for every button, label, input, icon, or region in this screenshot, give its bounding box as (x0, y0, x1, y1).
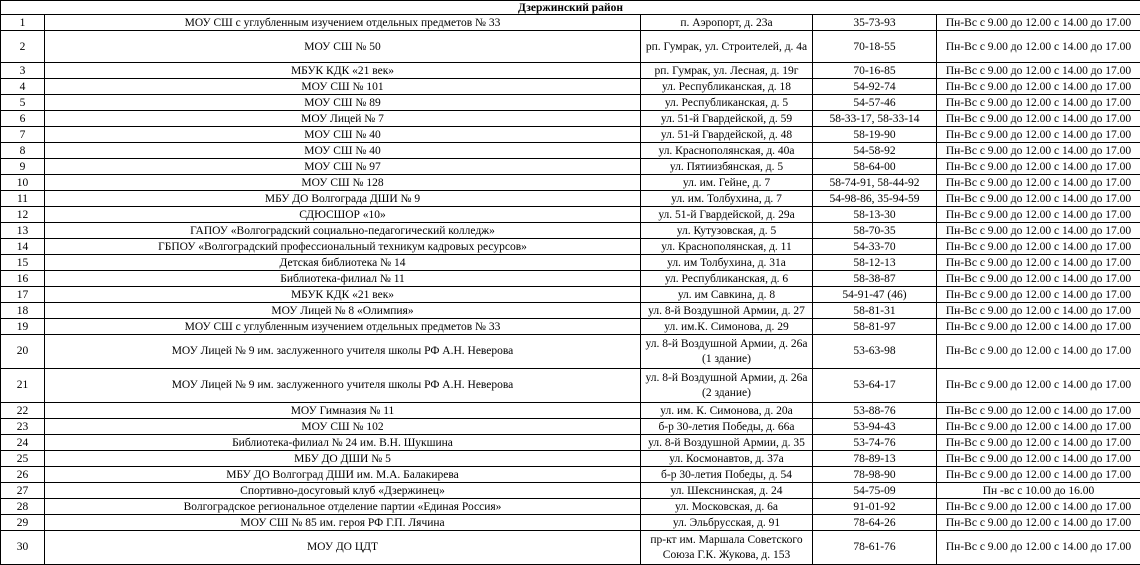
hours-cell[interactable]: Пн-Вс с 9.00 до 12.00 с 14.00 до 17.00 (937, 271, 1140, 287)
table-row (1, 369, 1140, 403)
name-cell[interactable]: Спортивно-досуговый клуб «Дзержинец» (45, 483, 641, 499)
name-cell[interactable]: МОУ СШ с углубленным изучением отдельных предметов № 33 (45, 15, 641, 31)
hours-cell[interactable]: Пн-Вс с 9.00 до 12.00 с 14.00 до 17.00 (937, 191, 1140, 207)
row-number-cell[interactable]: 8 (1, 143, 45, 159)
phone-cell[interactable]: 53-64-17 (813, 369, 937, 403)
name-cell[interactable]: МОУ СШ № 85 им. героя РФ Г.П. Лячина (45, 515, 641, 531)
row-number-cell[interactable]: 24 (1, 435, 45, 451)
district-header-row (1, 1, 1140, 15)
hours-cell[interactable]: Пн-Вс с 9.00 до 12.00 с 14.00 до 17.00 (937, 467, 1140, 483)
address-cell[interactable]: ул. Краснополянская, д. 40а (641, 143, 813, 159)
address-cell[interactable]: ул. им. К. Симонова, д. 20а (641, 403, 813, 419)
phone-cell[interactable]: 58-64-00 (813, 159, 937, 175)
row-number-cell[interactable]: 17 (1, 287, 45, 303)
table-row (1, 319, 1140, 335)
row-number-cell[interactable]: 2 (1, 31, 45, 63)
address-cell[interactable]: ул. Пятиизбянская, д. 5 (641, 159, 813, 175)
row-number-cell[interactable]: 23 (1, 419, 45, 435)
phone-cell[interactable]: 58-33-17, 58-33-14 (813, 111, 937, 127)
hours-cell[interactable]: Пн-Вс с 9.00 до 12.00 с 14.00 до 17.00 (937, 143, 1140, 159)
name-cell[interactable]: МОУ СШ № 40 (45, 127, 641, 143)
phone-cell[interactable]: 70-16-85 (813, 63, 937, 79)
row-number-cell[interactable]: 25 (1, 451, 45, 467)
table-row (1, 467, 1140, 483)
phone-cell[interactable]: 35-73-93 (813, 15, 937, 31)
phone-cell[interactable]: 54-75-09 (813, 483, 937, 499)
address-cell[interactable]: б-р 30-летия Победы, д. 66а (641, 419, 813, 435)
phone-cell[interactable]: 58-19-90 (813, 127, 937, 143)
hours-cell[interactable]: Пн-Вс с 9.00 до 12.00 с 14.00 до 17.00 (937, 159, 1140, 175)
row-number-cell[interactable]: 18 (1, 303, 45, 319)
row-number-cell[interactable]: 28 (1, 499, 45, 515)
name-cell[interactable]: МОУ СШ № 97 (45, 159, 641, 175)
hours-cell[interactable]: Пн-Вс с 9.00 до 12.00 с 14.00 до 17.00 (937, 175, 1140, 191)
address-cell[interactable]: ул. 8-й Воздушной Армии, д. 26а (2 здание) (641, 369, 813, 403)
address-cell[interactable]: ул. 8-й Воздушной Армии, д. 27 (641, 303, 813, 319)
address-cell[interactable]: ул. 51-й Гвардейской, д. 59 (641, 111, 813, 127)
row-number-cell[interactable]: 7 (1, 127, 45, 143)
table-row (1, 419, 1140, 435)
address-cell[interactable]: ул. Республиканская, д. 18 (641, 79, 813, 95)
row-number-cell[interactable]: 21 (1, 369, 45, 403)
hours-cell[interactable]: Пн-Вс с 9.00 до 12.00 с 14.00 до 17.00 (937, 223, 1140, 239)
table-row (1, 515, 1140, 531)
address-cell[interactable]: ул. 8-й Воздушной Армии, д. 26а (1 здание) (641, 335, 813, 369)
address-cell[interactable]: ул. им Толбухина, д. 31а (641, 255, 813, 271)
phone-cell[interactable]: 54-98-86, 35-94-59 (813, 191, 937, 207)
address-cell[interactable]: рп. Гумрак, ул. Строителей, д. 4а (641, 31, 813, 63)
phone-cell[interactable]: 58-38-87 (813, 271, 937, 287)
address-cell[interactable]: ул. 51-й Гвардейской, д. 48 (641, 127, 813, 143)
phone-cell[interactable]: 78-61-76 (813, 531, 937, 565)
address-cell[interactable]: ул. Московская, д. 6а (641, 499, 813, 515)
address-cell[interactable]: ул. Республиканская, д. 6 (641, 271, 813, 287)
phone-cell[interactable]: 54-92-74 (813, 79, 937, 95)
name-cell[interactable]: МБУ ДО ДШИ № 5 (45, 451, 641, 467)
table-row (1, 499, 1140, 515)
hours-cell[interactable]: Пн-Вс с 9.00 до 12.00 с 14.00 до 17.00 (937, 369, 1140, 403)
hours-cell[interactable]: Пн-Вс с 9.00 до 12.00 с 14.00 до 17.00 (937, 287, 1140, 303)
phone-cell[interactable]: 53-74-76 (813, 435, 937, 451)
address-cell[interactable]: ул. Республиканская, д. 5 (641, 95, 813, 111)
phone-cell[interactable]: 54-91-47 (46) (813, 287, 937, 303)
table-row (1, 31, 1140, 63)
row-number-cell[interactable]: 1 (1, 15, 45, 31)
hours-cell[interactable]: Пн-Вс с 9.00 до 12.00 с 14.00 до 17.00 (937, 499, 1140, 515)
address-cell[interactable]: б-р 30-летия Победы, д. 54 (641, 467, 813, 483)
row-number-cell[interactable]: 4 (1, 79, 45, 95)
address-cell[interactable]: п. Аэропорт, д. 23а (641, 15, 813, 31)
name-cell[interactable]: МОУ СШ № 102 (45, 419, 641, 435)
address-cell[interactable]: ул. Эльбрусская, д. 91 (641, 515, 813, 531)
name-cell[interactable]: МОУ СШ № 40 (45, 143, 641, 159)
address-cell[interactable]: ул. Космонавтов, д. 37а (641, 451, 813, 467)
hours-cell[interactable]: Пн-Вс с 9.00 до 12.00 с 14.00 до 17.00 (937, 335, 1140, 369)
district-header[interactable]: Дзержинский район (1, 1, 1140, 15)
name-cell[interactable]: МБУК КДК «21 век» (45, 287, 641, 303)
row-number-cell[interactable]: 13 (1, 223, 45, 239)
phone-cell[interactable]: 53-88-76 (813, 403, 937, 419)
table-row (1, 271, 1140, 287)
hours-cell[interactable]: Пн-Вс с 9.00 до 12.00 с 14.00 до 17.00 (937, 239, 1140, 255)
address-cell[interactable]: ул. им.К. Симонова, д. 29 (641, 319, 813, 335)
row-number-cell[interactable]: 10 (1, 175, 45, 191)
name-cell[interactable]: МОУ СШ № 89 (45, 95, 641, 111)
hours-cell[interactable]: Пн-Вс с 9.00 до 12.00 с 14.00 до 17.00 (937, 111, 1140, 127)
table-row (1, 483, 1140, 499)
address-cell[interactable]: ул. им. Гейне, д. 7 (641, 175, 813, 191)
phone-cell[interactable]: 58-81-97 (813, 319, 937, 335)
name-cell[interactable]: СДЮСШОР «10» (45, 207, 641, 223)
hours-cell[interactable]: Пн-Вс с 9.00 до 12.00 с 14.00 до 17.00 (937, 451, 1140, 467)
phone-cell[interactable]: 54-58-92 (813, 143, 937, 159)
table-row (1, 191, 1140, 207)
table-row (1, 127, 1140, 143)
table-row (1, 15, 1140, 31)
phone-cell[interactable]: 70-18-55 (813, 31, 937, 63)
table-row (1, 335, 1140, 369)
name-cell[interactable]: МОУ СШ № 101 (45, 79, 641, 95)
table-row (1, 403, 1140, 419)
phone-cell[interactable]: 53-63-98 (813, 335, 937, 369)
row-number-cell[interactable]: 16 (1, 271, 45, 287)
table-row (1, 111, 1140, 127)
table-row (1, 63, 1140, 79)
row-number-cell[interactable]: 11 (1, 191, 45, 207)
table-row (1, 175, 1140, 191)
hours-cell[interactable]: Пн -вс с 10.00 до 16.00 (937, 483, 1140, 499)
table-row (1, 451, 1140, 467)
address-cell[interactable]: ул. им Савкина, д. 8 (641, 287, 813, 303)
phone-cell[interactable]: 78-64-26 (813, 515, 937, 531)
phone-cell[interactable]: 53-94-43 (813, 419, 937, 435)
hours-cell[interactable]: Пн-Вс с 9.00 до 12.00 с 14.00 до 17.00 (937, 255, 1140, 271)
name-cell[interactable]: Библиотека-филиал № 11 (45, 271, 641, 287)
address-cell[interactable]: ул. Краснополянская, д. 11 (641, 239, 813, 255)
row-number-cell[interactable]: 15 (1, 255, 45, 271)
name-cell[interactable]: ГБПОУ «Волгоградский профессиональный техникум кадровых ресурсов» (45, 239, 641, 255)
name-cell[interactable]: МБУ ДО Волгограда ДШИ № 9 (45, 191, 641, 207)
hours-cell[interactable]: Пн-Вс с 9.00 до 12.00 с 14.00 до 17.00 (937, 31, 1140, 63)
row-number-cell[interactable]: 30 (1, 531, 45, 565)
name-cell[interactable]: МОУ СШ № 50 (45, 31, 641, 63)
row-number-cell[interactable]: 19 (1, 319, 45, 335)
hours-cell[interactable]: Пн-Вс с 9.00 до 12.00 с 14.00 до 17.00 (937, 207, 1140, 223)
address-cell[interactable]: пр-кт им. Маршала Советского Союза Г.К. Жукова, д. 153 (641, 531, 813, 565)
address-cell[interactable]: ул. им. Толбухина, д. 7 (641, 191, 813, 207)
table-row (1, 435, 1140, 451)
row-number-cell[interactable]: 9 (1, 159, 45, 175)
table-row (1, 239, 1140, 255)
row-number-cell[interactable]: 3 (1, 63, 45, 79)
address-cell[interactable]: ул. 8-й Воздушной Армии, д. 35 (641, 435, 813, 451)
hours-cell[interactable]: Пн-Вс с 9.00 до 12.00 с 14.00 до 17.00 (937, 79, 1140, 95)
row-number-cell[interactable]: 29 (1, 515, 45, 531)
phone-cell[interactable]: 58-13-30 (813, 207, 937, 223)
address-cell[interactable]: ул. Шекснинская, д. 24 (641, 483, 813, 499)
name-cell[interactable]: МОУ Гимназия № 11 (45, 403, 641, 419)
phone-cell[interactable]: 58-12-13 (813, 255, 937, 271)
table-row (1, 303, 1140, 319)
phone-cell[interactable]: 78-89-13 (813, 451, 937, 467)
name-cell[interactable]: МОУ Лицей № 9 им. заслуженного учителя школы РФ А.Н. Неверова (45, 335, 641, 369)
table-row (1, 79, 1140, 95)
table-row (1, 531, 1140, 565)
hours-cell[interactable]: Пн-Вс с 9.00 до 12.00 с 14.00 до 17.00 (937, 419, 1140, 435)
table-row (1, 95, 1140, 111)
row-number-cell[interactable]: 5 (1, 95, 45, 111)
row-number-cell[interactable]: 27 (1, 483, 45, 499)
table-row (1, 223, 1140, 239)
address-cell[interactable]: ул. Кутузовская, д. 5 (641, 223, 813, 239)
phone-cell[interactable]: 54-33-70 (813, 239, 937, 255)
hours-cell[interactable]: Пн-Вс с 9.00 до 12.00 с 14.00 до 17.00 (937, 531, 1140, 565)
table-row (1, 207, 1140, 223)
row-number-cell[interactable]: 12 (1, 207, 45, 223)
address-cell[interactable]: ул. 51-й Гвардейской, д. 29а (641, 207, 813, 223)
name-cell[interactable]: Библиотека-филиал № 24 им. В.Н. Шукшина (45, 435, 641, 451)
hours-cell[interactable]: Пн-Вс с 9.00 до 12.00 с 14.00 до 17.00 (937, 15, 1140, 31)
name-cell[interactable]: МОУ СШ с углубленным изучением отдельных предметов № 33 (45, 319, 641, 335)
hours-cell[interactable]: Пн-Вс с 9.00 до 12.00 с 14.00 до 17.00 (937, 403, 1140, 419)
name-cell[interactable]: МБУ ДО Волгоград ДШИ им. М.А. Балакирева (45, 467, 641, 483)
phone-cell[interactable]: 58-70-35 (813, 223, 937, 239)
table-row (1, 143, 1140, 159)
table-row (1, 159, 1140, 175)
name-cell[interactable]: МБУК КДК «21 век» (45, 63, 641, 79)
hours-cell[interactable]: Пн-Вс с 9.00 до 12.00 с 14.00 до 17.00 (937, 63, 1140, 79)
phone-cell[interactable]: 91-01-92 (813, 499, 937, 515)
hours-cell[interactable]: Пн-Вс с 9.00 до 12.00 с 14.00 до 17.00 (937, 95, 1140, 111)
name-cell[interactable]: МОУ Лицей № 7 (45, 111, 641, 127)
name-cell[interactable]: МОУ Лицей № 8 «Олимпия» (45, 303, 641, 319)
name-cell[interactable]: МОУ ДО ЦДТ (45, 531, 641, 565)
phone-cell[interactable]: 54-57-46 (813, 95, 937, 111)
table-row (1, 287, 1140, 303)
name-cell[interactable]: Детская библиотека № 14 (45, 255, 641, 271)
address-cell[interactable]: рп. Гумрак, ул. Лесная, д. 19г (641, 63, 813, 79)
phone-cell[interactable]: 78-98-90 (813, 467, 937, 483)
name-cell[interactable]: Волгоградское региональное отделение партии «Единая Россия» (45, 499, 641, 515)
name-cell[interactable]: ГАПОУ «Волгоградский социально-педагогический колледж» (45, 223, 641, 239)
table-row (1, 255, 1140, 271)
name-cell[interactable]: МОУ СШ № 128 (45, 175, 641, 191)
row-number-cell[interactable]: 14 (1, 239, 45, 255)
hours-cell[interactable]: Пн-Вс с 9.00 до 12.00 с 14.00 до 17.00 (937, 435, 1140, 451)
phone-cell[interactable]: 58-74-91, 58-44-92 (813, 175, 937, 191)
row-number-cell[interactable]: 22 (1, 403, 45, 419)
row-number-cell[interactable]: 26 (1, 467, 45, 483)
hours-cell[interactable]: Пн-Вс с 9.00 до 12.00 с 14.00 до 17.00 (937, 127, 1140, 143)
row-number-cell[interactable]: 6 (1, 111, 45, 127)
row-number-cell[interactable]: 20 (1, 335, 45, 369)
hours-cell[interactable]: Пн-Вс с 9.00 до 12.00 с 14.00 до 17.00 (937, 303, 1140, 319)
phone-cell[interactable]: 58-81-31 (813, 303, 937, 319)
name-cell[interactable]: МОУ Лицей № 9 им. заслуженного учителя школы РФ А.Н. Неверова (45, 369, 641, 403)
hours-cell[interactable]: Пн-Вс с 9.00 до 12.00 с 14.00 до 17.00 (937, 515, 1140, 531)
hours-cell[interactable]: Пн-Вс с 9.00 до 12.00 с 14.00 до 17.00 (937, 319, 1140, 335)
